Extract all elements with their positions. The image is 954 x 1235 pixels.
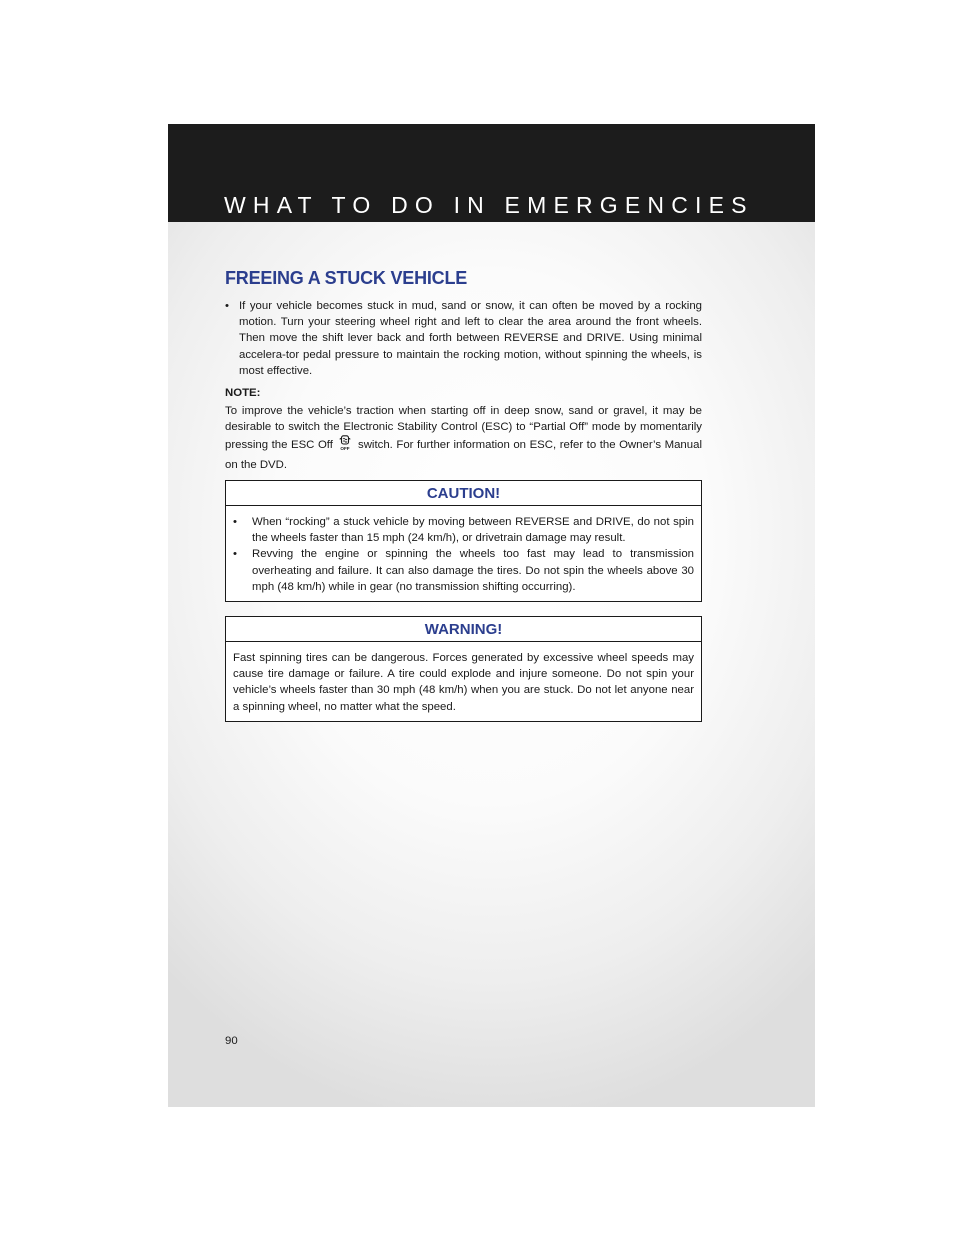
bullet-icon: • — [225, 300, 229, 312]
list-item — [225, 298, 702, 379]
list-item — [233, 546, 694, 595]
chapter-title: WHAT TO DO IN EMERGENCIES — [224, 192, 754, 218]
svg-text:OFF: OFF — [340, 446, 351, 452]
caution-item-text: When “rocking” a stuck vehicle by moving between REVERSE and DRIVE, do not spin the wheels faster than 15 mph (24 km/h), or drivetrain damage may result. — [252, 516, 694, 545]
page-number: 90 — [225, 1035, 238, 1047]
list-item — [233, 514, 694, 546]
section-title: FREEING A STUCK VEHICLE — [225, 268, 468, 288]
note-label: NOTE: — [225, 387, 261, 399]
caution-box — [225, 480, 702, 602]
bullet-text: If your vehicle becomes stuck in mud, sand or snow, it can often be moved by a rocking motion. Turn your steering wheel right and left to clear the area around the front wheels. Then move the shift lever back and forth between REVERSE and DRIVE. Using minimal accelera-tor pedal pressure to maintain the rocking motion, without spinning the wheels, is most effective. — [239, 300, 702, 377]
bullet-icon: • — [233, 548, 237, 561]
caution-heading: CAUTION! — [226, 481, 701, 506]
esc-off-icon — [338, 435, 352, 456]
warning-box — [225, 616, 702, 722]
caution-item-text: Revving the engine or spinning the wheels too fast may lead to transmission overheating and failure. It can also damage the tires. Do not spin the wheels above 30 mph (48 km/h) while in gear (no transmission shifting occurring). — [252, 548, 694, 593]
warning-body: Fast spinning tires can be dangerous. Forces generated by excessive wheel speeds may cause tire damage or failure. A tire could explode and injure someone. Do not spin your vehicle’s wheels faster than 30 mph (48 km/h) when you are stuck. Do not let anyone near a spinning wheel, no matter what the speed. — [233, 652, 694, 713]
note-body — [225, 403, 702, 473]
note-text-before: To improve the vehicle’s traction when starting off in deep snow, sand or gravel, it may be desirable to switch the Electronic Stability Control (ESC) to “Partial Off” mode by momentarily pressing the ESC Off — [225, 405, 702, 452]
caution-body — [226, 506, 701, 601]
note-text-after: switch. For further information on ESC, refer to the Owner’s Manual on the DVD. — [225, 439, 702, 471]
section-bullet-list — [225, 298, 702, 379]
bullet-icon: • — [233, 516, 237, 528]
warning-heading: WARNING! — [226, 617, 701, 642]
